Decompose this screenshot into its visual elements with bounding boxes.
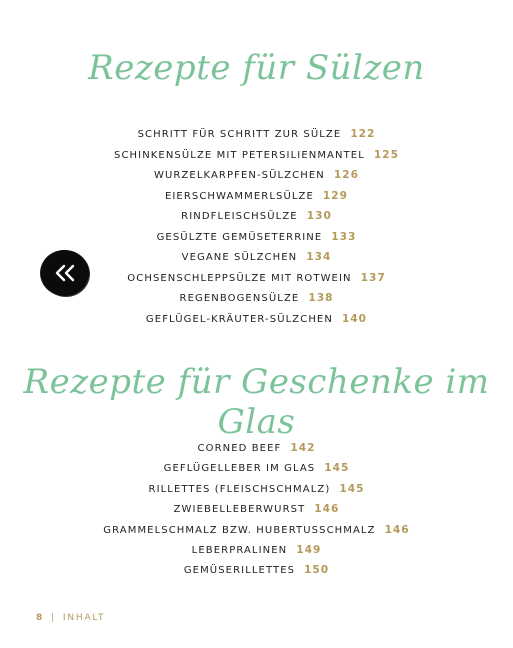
toc-entry-title: CORNED BEEF bbox=[197, 443, 282, 454]
toc-entry-title: ZWIEBELLEBERWURST bbox=[173, 504, 306, 516]
toc-entry-page: 146 bbox=[384, 523, 410, 536]
toc-entry-page: 133 bbox=[331, 230, 357, 243]
toc-entry-title: RILLETTES (FLEISCHSCHMALZ) bbox=[148, 483, 331, 495]
toc-entry-title: SCHINKENSÜLZE MIT PETERSILIENMANTEL bbox=[114, 149, 365, 161]
toc-entry-page: 122 bbox=[350, 128, 376, 140]
toc-entry-title: SCHRITT FÜR SCHRITT ZUR SÜLZE bbox=[137, 129, 342, 140]
toc-entry[interactable] bbox=[0, 227, 513, 248]
toc-entry-title: LEBERPRALINEN bbox=[191, 544, 288, 556]
toc-entry[interactable] bbox=[0, 145, 513, 166]
toc-entry-page: 140 bbox=[341, 312, 368, 325]
toc-entry-page: 146 bbox=[314, 503, 340, 516]
toc-entry-title: REGENBOGENSÜLZE bbox=[179, 293, 300, 304]
toc-entry[interactable] bbox=[0, 560, 513, 580]
toc-entry[interactable] bbox=[0, 124, 513, 145]
toc-entry-page: 145 bbox=[324, 462, 350, 475]
toc-entry[interactable] bbox=[0, 540, 513, 560]
toc-entry-title: GESÜLZTE GEMÜSETERRINE bbox=[156, 231, 323, 243]
page-footer bbox=[36, 613, 105, 623]
toc-entry[interactable] bbox=[0, 479, 513, 499]
toc-entry-page: 137 bbox=[360, 271, 386, 284]
back-nav-button[interactable] bbox=[41, 250, 89, 296]
toc-entry-page: 126 bbox=[333, 169, 359, 181]
toc-list-geschenke bbox=[0, 438, 513, 581]
toc-list-suelzen bbox=[0, 124, 513, 329]
toc-entry-title: GEFLÜGEL-KRÄUTER-SÜLZCHEN bbox=[145, 313, 333, 325]
footer-label: INHALT bbox=[62, 613, 106, 623]
section-heading-suelzen: Rezepte für Sülzen bbox=[88, 48, 425, 88]
section-heading-geschenke: Rezepte für Geschenke im Glas bbox=[23, 362, 490, 442]
toc-entry[interactable] bbox=[0, 206, 513, 227]
toc-entry-title: GEMÜSERILLETTES bbox=[183, 565, 296, 577]
toc-entry[interactable] bbox=[0, 165, 513, 186]
toc-entry-page: 130 bbox=[306, 210, 332, 222]
toc-entry[interactable] bbox=[0, 438, 513, 458]
toc-entry-page: 129 bbox=[322, 189, 349, 202]
toc-entry[interactable] bbox=[0, 458, 513, 478]
toc-entry-title: VEGANE SÜLZCHEN bbox=[181, 252, 298, 263]
toc-entry-title: GEFLÜGELLEBER IM GLAS bbox=[163, 463, 316, 475]
double-chevron-left-icon bbox=[54, 263, 76, 283]
toc-entry-page: 150 bbox=[304, 564, 330, 577]
toc-entry-page: 138 bbox=[308, 292, 334, 304]
toc-entry-title: GRAMMELSCHMALZ BZW. HUBERTUSSCHMALZ bbox=[103, 524, 376, 536]
toc-entry[interactable] bbox=[0, 520, 513, 540]
toc-entry-title: RINDFLEISCHSÜLZE bbox=[181, 211, 298, 222]
footer-separator: | bbox=[51, 613, 56, 623]
toc-entry-title: WURZELKARPFEN-SÜLZCHEN bbox=[154, 170, 325, 181]
toc-entry[interactable] bbox=[0, 309, 513, 330]
toc-entry-title: EIERSCHWAMMERLSÜLZE bbox=[164, 190, 314, 202]
toc-entry-page: 125 bbox=[373, 148, 399, 161]
footer-page-number: 8 bbox=[36, 613, 45, 623]
toc-entry[interactable] bbox=[0, 186, 513, 207]
toc-entry-page: 142 bbox=[290, 442, 316, 454]
toc-entry[interactable] bbox=[0, 499, 513, 519]
toc-entry-page: 145 bbox=[339, 482, 365, 495]
toc-entry-page: 149 bbox=[296, 543, 322, 556]
toc-entry-title: OCHSENSCHLEPPSÜLZE MIT ROTWEIN bbox=[127, 272, 352, 284]
toc-entry-page: 134 bbox=[306, 251, 332, 263]
